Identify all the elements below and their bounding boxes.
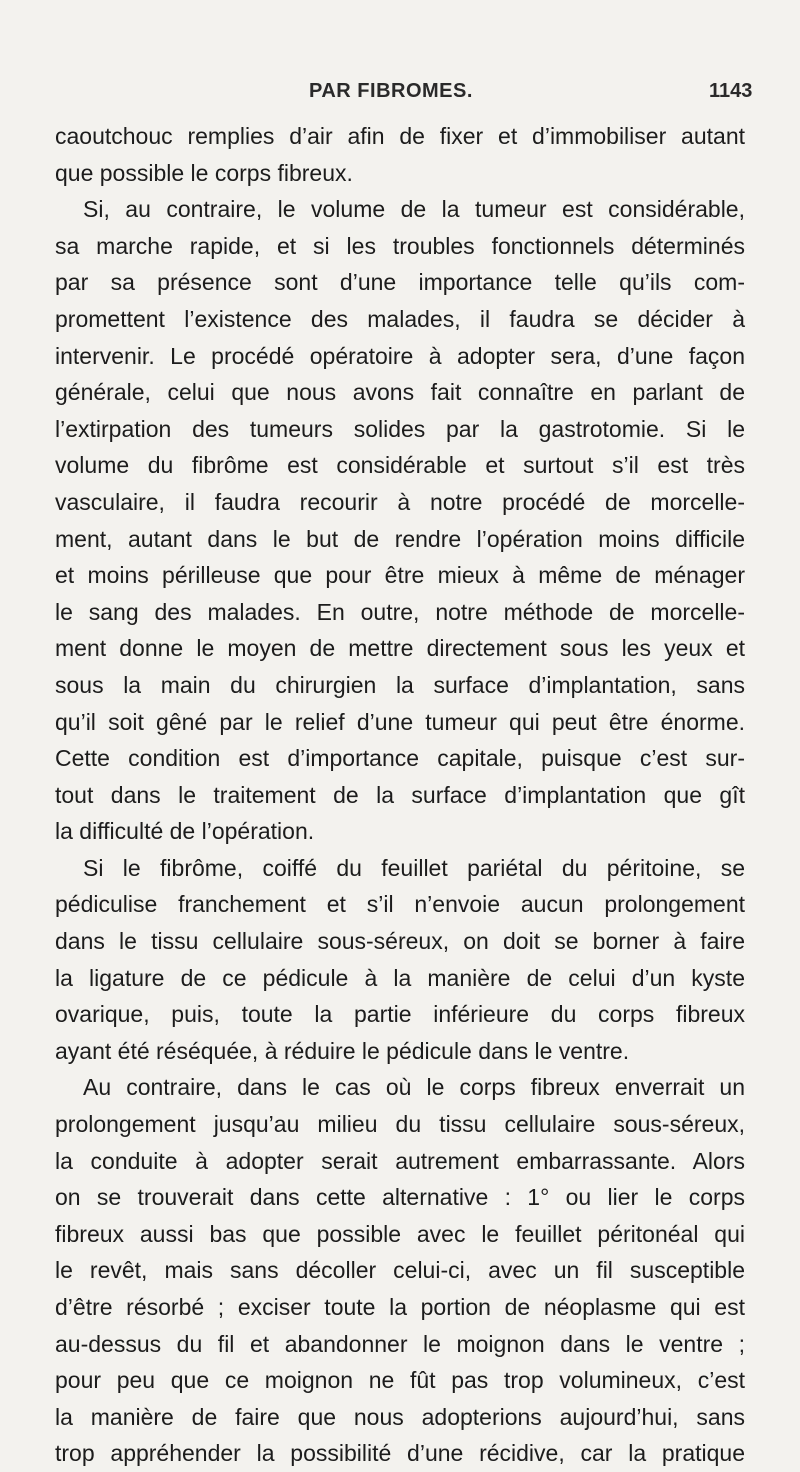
text-line: l’extirpation des tumeurs solides par la gastrotomie. Si le	[55, 415, 745, 442]
page-number: 1143	[709, 80, 753, 102]
text-line: la conduite à adopter serait autrement embarrassante. Alors	[55, 1147, 745, 1174]
text-line: ovarique, puis, toute la partie inférieure du corps fibreux	[55, 1001, 745, 1028]
text-line: tout dans le traitement de la surface d’implantation que gît	[55, 781, 745, 808]
text-line: pour peu que ce moignon ne fût pas trop volumineux, c’est	[55, 1367, 745, 1394]
text-line: d’être résorbé ; exciser toute la portion de néoplasme qui est	[55, 1294, 745, 1320]
text-line: vasculaire, il faudra recourir à notre procédé de morcelle-	[55, 488, 745, 515]
text-line: au-dessus du fil et abandonner le moignon dans le ventre ;	[55, 1330, 745, 1357]
text-line: Cette condition est d’importance capitale, puisque c’est sur-	[55, 745, 745, 772]
running-title: PAR FIBROMES.	[309, 80, 473, 102]
text-line: et moins périlleuse que pour être mieux à même de ménager	[55, 562, 745, 589]
text-line: le revêt, mais sans décoller celui-ci, avec un fil susceptible	[55, 1257, 745, 1284]
text-line: sous la main du chirurgien la surface d’implantation, sans	[55, 671, 745, 698]
text-line: pédiculise franchement et s’il n’envoie aucun prolongement	[55, 891, 745, 918]
text-line: le sang des malades. En outre, notre méthode de morcelle-	[55, 598, 745, 625]
text-line: par sa présence sont d’une importance telle qu’ils com-	[55, 269, 745, 296]
text-line: la difficulté de l’opération.	[55, 818, 315, 845]
text-line: prolongement jusqu’au milieu du tissu cellulaire sous-séreux,	[55, 1111, 745, 1138]
text-line: générale, celui que nous avons fait connaître en parlant de	[55, 379, 745, 406]
paragraph-start-line: Si, au contraire, le volume de la tumeur est considérable,	[83, 196, 745, 223]
text-line: promettent l’existence des malades, il faudra se décider à	[55, 305, 745, 332]
text-line: on se trouverait dans cette alternative : 1° ou lier le corps	[55, 1184, 745, 1211]
text-line: intervenir. Le procédé opératoire à adopter sera, d’une façon	[55, 342, 745, 369]
text-line: caoutchouc remplies d’air afin de fixer et d’immobiliser autant	[55, 123, 745, 149]
text-line: sa marche rapide, et si les troubles fonctionnels déterminés	[55, 232, 745, 259]
text-line: ayant été réséquée, à réduire le pédicule dans le ventre.	[55, 1037, 630, 1064]
text-line: volume du fibrôme est considérable et surtout s’il est très	[55, 452, 745, 479]
text-line: ment, autant dans le but de rendre l’opération moins difficile	[55, 525, 745, 552]
text-line: que possible le corps fibreux.	[55, 159, 353, 186]
running-header	[0, 80, 800, 110]
text-line: dans le tissu cellulaire sous-séreux, on doit se borner à faire	[55, 928, 745, 955]
text-line: la ligature de ce pédicule à la manière de celui d’un kyste	[55, 964, 745, 991]
text-line: qu’il soit gêné par le relief d’une tumeur qui peut être énorme.	[55, 708, 745, 735]
text-line: fibreux aussi bas que possible avec le feuillet péritonéal qui	[55, 1220, 745, 1247]
paragraph-start-line: Au contraire, dans le cas où le corps fibreux enverrait un	[83, 1074, 745, 1101]
text-line: trop appréhender la possibilité d’une récidive, car la pratique	[55, 1440, 745, 1467]
paragraph-start-line: Si le fibrôme, coiffé du feuillet pariétal du péritoine, se	[83, 854, 745, 881]
text-line: la manière de faire que nous adopterions aujourd’hui, sans	[55, 1403, 745, 1430]
body-text	[55, 118, 745, 1472]
text-line: ment donne le moyen de mettre directement sous les yeux et	[55, 635, 745, 662]
